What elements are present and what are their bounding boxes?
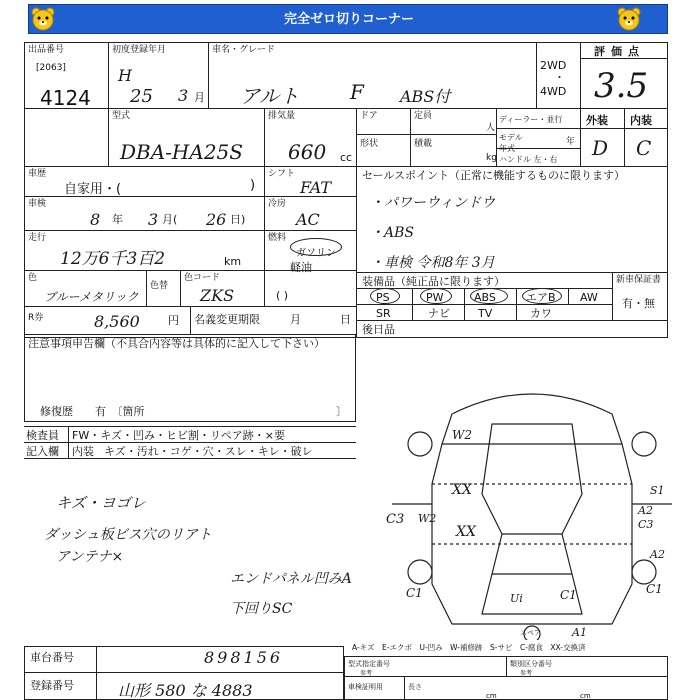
spare-label: スペア xyxy=(520,629,541,637)
mark-c3-right: C3 xyxy=(638,518,654,531)
bear-mascot-icon xyxy=(30,6,56,32)
color-change-label: 色替 xyxy=(150,281,169,291)
circle-abs xyxy=(470,288,508,304)
inspection-day-unit: 日) xyxy=(230,213,246,226)
mileage-unit: km xyxy=(224,255,242,268)
history-label: 車歴 xyxy=(28,169,47,179)
equip-ps: PS xyxy=(376,291,390,304)
capacity-label: 定員 xyxy=(414,111,433,121)
chassis-number: 898156 xyxy=(204,648,284,667)
drive-2wd: 2WD xyxy=(540,59,567,72)
model-value: DBA-HA25S xyxy=(120,140,243,164)
cert-label: 車検証明用 xyxy=(348,683,383,691)
header-bar xyxy=(28,4,668,34)
kg-unit: kg xyxy=(486,153,497,163)
mark-c3-left: C3 xyxy=(386,512,405,527)
mark-ui: Ui xyxy=(510,592,523,605)
equip-tv: TV xyxy=(478,307,493,320)
load-label: 積載 xyxy=(414,139,433,149)
recycle-label: R券 xyxy=(28,313,44,323)
displacement-value: 660 xyxy=(288,140,327,164)
equipment-label: 装備品（純正品に限ります） xyxy=(362,275,505,288)
equip-pw: PW xyxy=(426,291,444,304)
type-ref: 参考 xyxy=(360,670,373,677)
inspector-note-2: ダッシュ板ビス穴のリアト xyxy=(44,527,212,543)
drive-4wd: 4WD xyxy=(540,85,567,98)
inspector-note-1: キズ・ヨゴレ xyxy=(56,494,146,512)
vehicle-grade: F xyxy=(350,80,364,104)
door-label: ドア xyxy=(360,111,378,121)
name-change-day: 日 xyxy=(340,313,351,326)
inspector-interior-items: キズ・汚れ・コゲ・穴・スレ・キレ・破レ xyxy=(104,445,313,458)
mark-xx-roof: XX xyxy=(452,482,472,498)
length-label: 長さ xyxy=(408,683,422,691)
history-close: ) xyxy=(250,178,256,193)
warranty-value: 有・無 xyxy=(622,297,655,310)
shape-label: 形状 xyxy=(360,139,379,149)
plate-label: 登録番号 xyxy=(30,679,74,692)
color-code: ZKS xyxy=(200,286,235,305)
model-label: 型式 xyxy=(112,111,131,121)
repair-close: 〕 xyxy=(336,405,347,418)
plate-number: 山形 580 な 4883 xyxy=(118,681,253,700)
dealer-label: ディーラー・並行 xyxy=(499,115,563,124)
name-change-label: 名義変更期限 xyxy=(194,313,260,326)
mileage-value: 12万6千3百2 xyxy=(60,249,166,269)
equip-aw: AW xyxy=(580,291,598,304)
history-value: 自家用・( xyxy=(64,182,122,197)
class-label: 類別区分番号 xyxy=(510,660,552,668)
vehicle-name: アルト xyxy=(240,84,300,108)
fuel-gasoline-circle xyxy=(290,238,342,256)
registration-label: 初度登録年月 xyxy=(112,45,167,55)
displacement-label: 排気量 xyxy=(268,111,296,121)
class-ref: 参考 xyxy=(520,670,533,677)
name-change-month: 月 xyxy=(290,313,301,326)
cm-2: cm xyxy=(580,692,591,700)
registration-month-unit: 月 xyxy=(194,91,205,104)
mark-xx-rear: XX xyxy=(456,524,476,540)
mark-s1: S1 xyxy=(650,484,665,497)
year-unit: 年 xyxy=(566,137,576,147)
mark-c1-left: C1 xyxy=(406,586,423,600)
color-label: 色 xyxy=(28,273,38,283)
inspection-day: 26 xyxy=(206,210,227,229)
displacement-unit: cc xyxy=(340,151,353,164)
registration-era: H xyxy=(118,66,132,85)
inspection-year-unit: 年 xyxy=(112,213,123,226)
bear-mascot-icon-right xyxy=(616,6,642,32)
fuel-label: 燃料 xyxy=(268,233,287,243)
fuel-diesel: 軽油 xyxy=(290,261,312,274)
person-unit: 人 xyxy=(486,123,496,133)
chassis-label: 車台番号 xyxy=(30,651,74,664)
shift-value: FAT xyxy=(300,178,332,197)
inspection-month: 3 xyxy=(148,210,159,229)
circle-airbag xyxy=(522,288,562,304)
rating-label: 評価点 xyxy=(594,45,645,58)
sales-point-1: ・パワーウィンドウ xyxy=(370,195,496,211)
fuel-gasoline: ガソリン xyxy=(296,248,336,259)
equip-abs: ABS xyxy=(474,291,496,304)
interior-grade: C xyxy=(636,136,652,160)
shift-label: シフト xyxy=(268,169,296,179)
inspector-note-3: アンテナ× xyxy=(56,549,124,565)
ac-label: 冷房 xyxy=(268,199,287,209)
repair-history: 修復歴 有 〔箇所 xyxy=(40,405,145,418)
sales-point-2: ・ABS xyxy=(370,225,414,241)
mark-w2-left: W2 xyxy=(418,512,437,525)
drive-dot: ・ xyxy=(554,71,565,84)
lot-number: 4124 xyxy=(40,86,91,110)
inspector-exterior-items: FW・キズ・凹み・ヒビ割・リペア跡・×要 xyxy=(72,429,285,442)
header-title: 完全ゼロ切りコーナー xyxy=(283,12,414,27)
exterior-label: 外装 xyxy=(586,114,608,127)
type-label: 型式指定番号 xyxy=(348,660,390,668)
mark-a1: A1 xyxy=(572,626,587,639)
color-code-label: 色コード xyxy=(184,273,221,283)
circle-pw xyxy=(420,288,452,304)
exterior-grade: D xyxy=(592,136,609,160)
handle-label: ハンドル 左・右 xyxy=(499,155,558,164)
registration-month: 3 xyxy=(178,86,189,105)
equip-sr: SR xyxy=(376,307,391,320)
inspector-note-4: エンドパネル凹みA xyxy=(230,571,352,587)
equip-kawa: カワ xyxy=(530,307,552,320)
mileage-label: 走行 xyxy=(28,233,47,243)
recycle-value: 8,560 xyxy=(94,312,140,331)
warranty-label: 新車保証書 xyxy=(616,275,662,285)
mark-a2-right: A2 xyxy=(638,504,653,517)
inspector-note-5: 下回りSC xyxy=(230,601,293,617)
ac-value: AC xyxy=(296,210,320,229)
model-year-label: モデル年式 xyxy=(499,133,523,153)
fuel-paren: ( ) xyxy=(276,289,289,302)
sales-points-label: セールスポイント（正常に機能するものに限ります） xyxy=(362,169,626,182)
lot-sub-number: [2063] xyxy=(36,63,66,73)
lot-label: 出品番号 xyxy=(28,45,65,55)
mark-a2-lower: A2 xyxy=(650,548,665,561)
registration-year: 25 xyxy=(130,86,153,107)
inspection-label: 車検 xyxy=(28,199,47,209)
inspector-label: 検査員 xyxy=(26,429,59,442)
vehicle-name-label: 車名・グレード xyxy=(212,45,276,55)
circle-ps xyxy=(370,288,400,304)
mark-c1-rear: C1 xyxy=(560,588,577,602)
recycle-unit: 円 xyxy=(168,314,179,327)
color-value: ブルーメタリック xyxy=(44,290,139,304)
entry-label: 記入欄 xyxy=(26,445,59,458)
interior-label: 内装 xyxy=(630,114,652,127)
inspection-year: 8 xyxy=(90,210,101,229)
inspector-interior-label: 内装 xyxy=(72,445,94,458)
damage-legend: A-キズ E-エクボ U-凹み W-補修跡 S-サビ C-腐食 XX-交換済 xyxy=(352,643,586,652)
equip-airbag: エアB xyxy=(526,291,556,304)
vehicle-option: ABS付 xyxy=(400,87,451,106)
cm-1: cm xyxy=(486,692,497,700)
mark-w2-front: W2 xyxy=(452,428,472,442)
inspection-month-unit: 月( xyxy=(162,213,178,226)
equip-navi: ナビ xyxy=(428,307,450,320)
notes-label: 注意事項申告欄（不具合内容等は具体的に記入して下さい） xyxy=(28,337,325,350)
sales-point-3: ・車検 令和8年 3月 xyxy=(370,255,495,271)
rating-score: 3.5 xyxy=(594,66,649,106)
mark-c1-right: C1 xyxy=(646,582,663,596)
remarks-label: 後日品 xyxy=(362,323,395,336)
